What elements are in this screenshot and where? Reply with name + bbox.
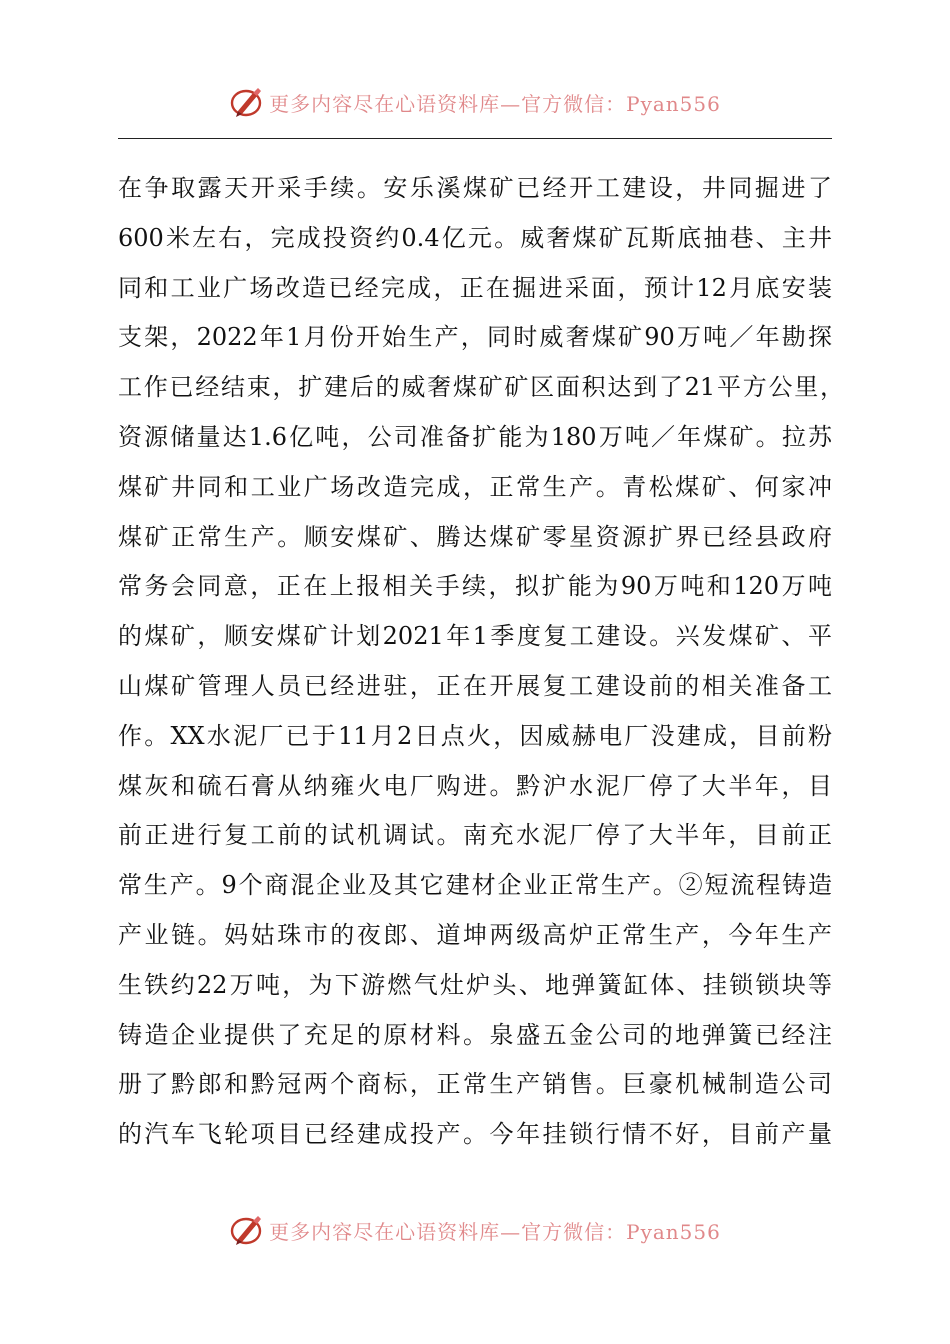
text-line: 的汽车飞轮项目已经建成投产。今年挂锁行情不好，目前产量 <box>118 1120 832 1149</box>
text-line: 山煤矿管理人员已经进驻，正在开展复工建设前的相关准备工 <box>118 671 832 700</box>
text-line: 前正进行复工前的试机调试。南充水泥厂停了大半年，目前正 <box>118 821 832 850</box>
text-line: 煤灰和硫石膏从纳雍火电厂购进。黔沪水泥厂停了大半年，目 <box>118 771 832 800</box>
text-line: 资源储量达1.6亿吨，公司准备扩能为180万吨／年煤矿。拉苏 <box>118 422 832 451</box>
text-line: 同和工业广场改造已经完成，正在掘进采面，预计12月底安装 <box>118 273 832 302</box>
pen-logo-icon <box>229 1212 265 1248</box>
text-line: 支架，2022年1月份开始生产，同时威奢煤矿90万吨／年勘探 <box>118 323 832 352</box>
footer-watermark <box>0 1208 950 1252</box>
footer-watermark-text: 更多内容尽在心语资料库—官方微信：Pyan556 <box>269 1219 721 1244</box>
text-line: 册了黔郎和黔冠两个商标，正常生产销售。巨豪机械制造公司 <box>118 1070 832 1099</box>
text-line: 在争取露天开采手续。安乐溪煤矿已经开工建设，井同掘进了 <box>118 174 832 202</box>
text-line: 铸造企业提供了充足的原材料。泉盛五金公司的地弹簧已经注 <box>118 1020 832 1049</box>
body-text <box>118 164 846 1160</box>
text-line: 产业链。妈姑珠市的夜郎、道坤两级高炉正常生产，今年生产 <box>118 920 832 949</box>
text-line: 600米左右，完成投资约0.4亿元。威奢煤矿瓦斯底抽巷、主井 <box>118 223 832 252</box>
text-line: 作。XX水泥厂已于11月2日点火，因威赫电厂没建成，目前粉 <box>118 721 832 750</box>
header-watermark-text: 更多内容尽在心语资料库—官方微信：Pyan556 <box>269 91 721 116</box>
text-line: 煤矿井同和工业广场改造完成，正常生产。青松煤矿、何家冲 <box>118 472 832 501</box>
text-line: 煤矿正常生产。顺安煤矿、腾达煤矿零星资源扩界已经县政府 <box>118 522 832 551</box>
pen-logo-icon <box>229 84 265 120</box>
header-divider <box>118 138 832 139</box>
header-watermark <box>0 80 950 124</box>
text-line: 工作已经结束，扩建后的威奢煤矿矿区面积达到了21平方公里， <box>118 373 844 402</box>
text-line: 的煤矿，顺安煤矿计划2021年1季度复工建设。兴发煤矿、平 <box>118 622 832 651</box>
text-line: 常务会同意，正在上报相关手续，拟扩能为90万吨和120万吨 <box>118 572 832 601</box>
text-line: 生铁约22万吨，为下游燃气灶炉头、地弹簧缸体、挂锁锁块等 <box>118 970 832 999</box>
text-line: 常生产。9个商混企业及其它建材企业正常生产。②短流程铸造 <box>118 871 832 900</box>
